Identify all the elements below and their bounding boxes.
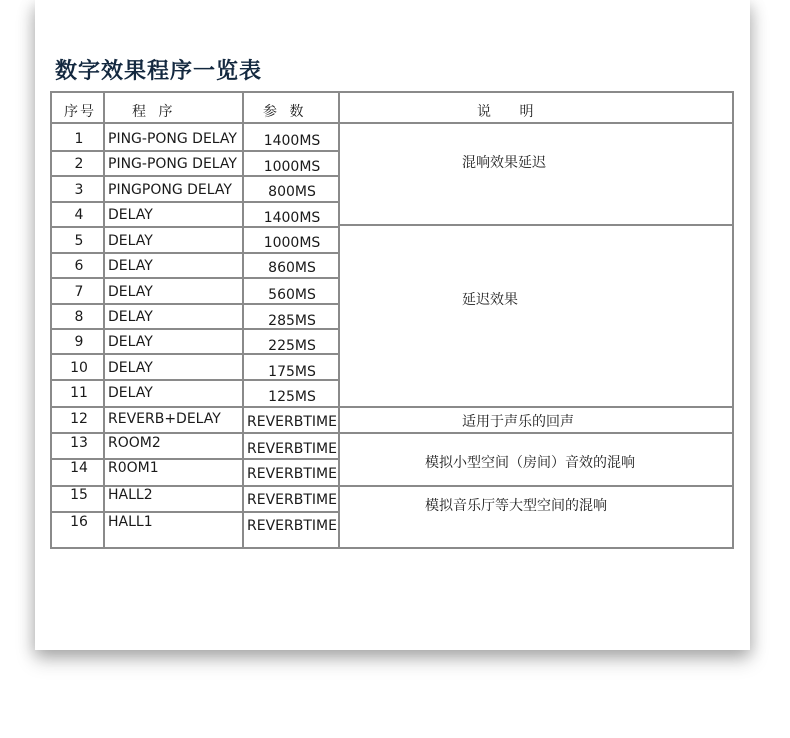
header-program: 程 序 xyxy=(132,104,177,120)
program-name: PING-PONG DELAY xyxy=(108,156,237,172)
row-divider xyxy=(52,150,340,152)
param-value: REVERBTIME xyxy=(247,518,337,534)
desc-divider xyxy=(338,224,732,226)
effects-table xyxy=(50,91,734,549)
program-name: ROOM2 xyxy=(108,435,161,451)
param-value: REVERBTIME xyxy=(247,466,337,482)
param-value: 175MS xyxy=(268,364,316,380)
program-name: DELAY xyxy=(108,334,153,350)
row-number: 2 xyxy=(74,156,84,172)
program-name: HALL2 xyxy=(108,487,153,503)
row-number: 12 xyxy=(70,411,88,427)
row-number: 15 xyxy=(70,487,88,503)
param-value: 800MS xyxy=(268,184,316,200)
row-divider xyxy=(52,406,340,408)
row-number: 5 xyxy=(74,233,84,249)
row-number: 7 xyxy=(74,284,84,300)
row-number: 11 xyxy=(70,385,88,401)
program-name: DELAY xyxy=(108,207,153,223)
header-desc: 说 明 xyxy=(477,104,546,120)
param-value: 1000MS xyxy=(263,235,321,251)
param-value: 1000MS xyxy=(263,159,321,175)
program-name: R0OM1 xyxy=(108,460,159,476)
program-name: DELAY xyxy=(108,360,153,376)
param-value: 125MS xyxy=(268,389,316,405)
param-value: 225MS xyxy=(268,338,316,354)
param-value: REVERBTIME xyxy=(247,441,337,457)
desc-divider xyxy=(338,432,732,434)
param-value: 1400MS xyxy=(263,210,321,226)
program-name: PING-PONG DELAY xyxy=(108,131,237,147)
row-number: 13 xyxy=(70,435,88,451)
param-value: 1400MS xyxy=(263,133,321,149)
header-param: 参 数 xyxy=(263,104,308,120)
program-name: DELAY xyxy=(108,385,153,401)
program-name: DELAY xyxy=(108,258,153,274)
desc-cell: 适用于声乐的回声 xyxy=(462,414,574,430)
row-number: 16 xyxy=(70,514,88,530)
param-value: REVERBTIME xyxy=(247,492,337,508)
page-title: 数字效果程序一览表 xyxy=(55,59,263,84)
param-value: 860MS xyxy=(268,260,316,276)
program-name: HALL1 xyxy=(108,514,153,530)
desc-cell: 模拟音乐厅等大型空间的混响 xyxy=(425,498,607,514)
desc-cell: 延迟效果 xyxy=(462,292,518,308)
row-number: 6 xyxy=(74,258,84,274)
desc-divider xyxy=(338,485,732,487)
program-name: DELAY xyxy=(108,284,153,300)
program-name: DELAY xyxy=(108,233,153,249)
row-number: 4 xyxy=(74,207,84,223)
row-divider xyxy=(52,252,340,254)
row-number: 10 xyxy=(70,360,88,376)
row-divider xyxy=(52,201,340,203)
desc-cell: 混响效果延迟 xyxy=(462,155,546,171)
header-num: 序号 xyxy=(64,104,96,120)
program-name: DELAY xyxy=(108,309,153,325)
desc-cell: 模拟小型空间（房间）音效的混响 xyxy=(425,455,635,471)
row-number: 1 xyxy=(74,131,84,147)
header-divider xyxy=(52,122,732,124)
param-value: 285MS xyxy=(268,313,316,329)
row-divider xyxy=(52,277,340,279)
param-value: REVERBTIME xyxy=(247,414,337,430)
row-number: 3 xyxy=(74,182,84,198)
program-name: REVERB+DELAY xyxy=(108,411,221,427)
row-number: 9 xyxy=(74,334,84,350)
param-value: 560MS xyxy=(268,287,316,303)
program-name: PINGPONG DELAY xyxy=(108,182,232,198)
row-number: 8 xyxy=(74,309,84,325)
desc-divider xyxy=(338,406,732,408)
row-number: 14 xyxy=(70,460,88,476)
